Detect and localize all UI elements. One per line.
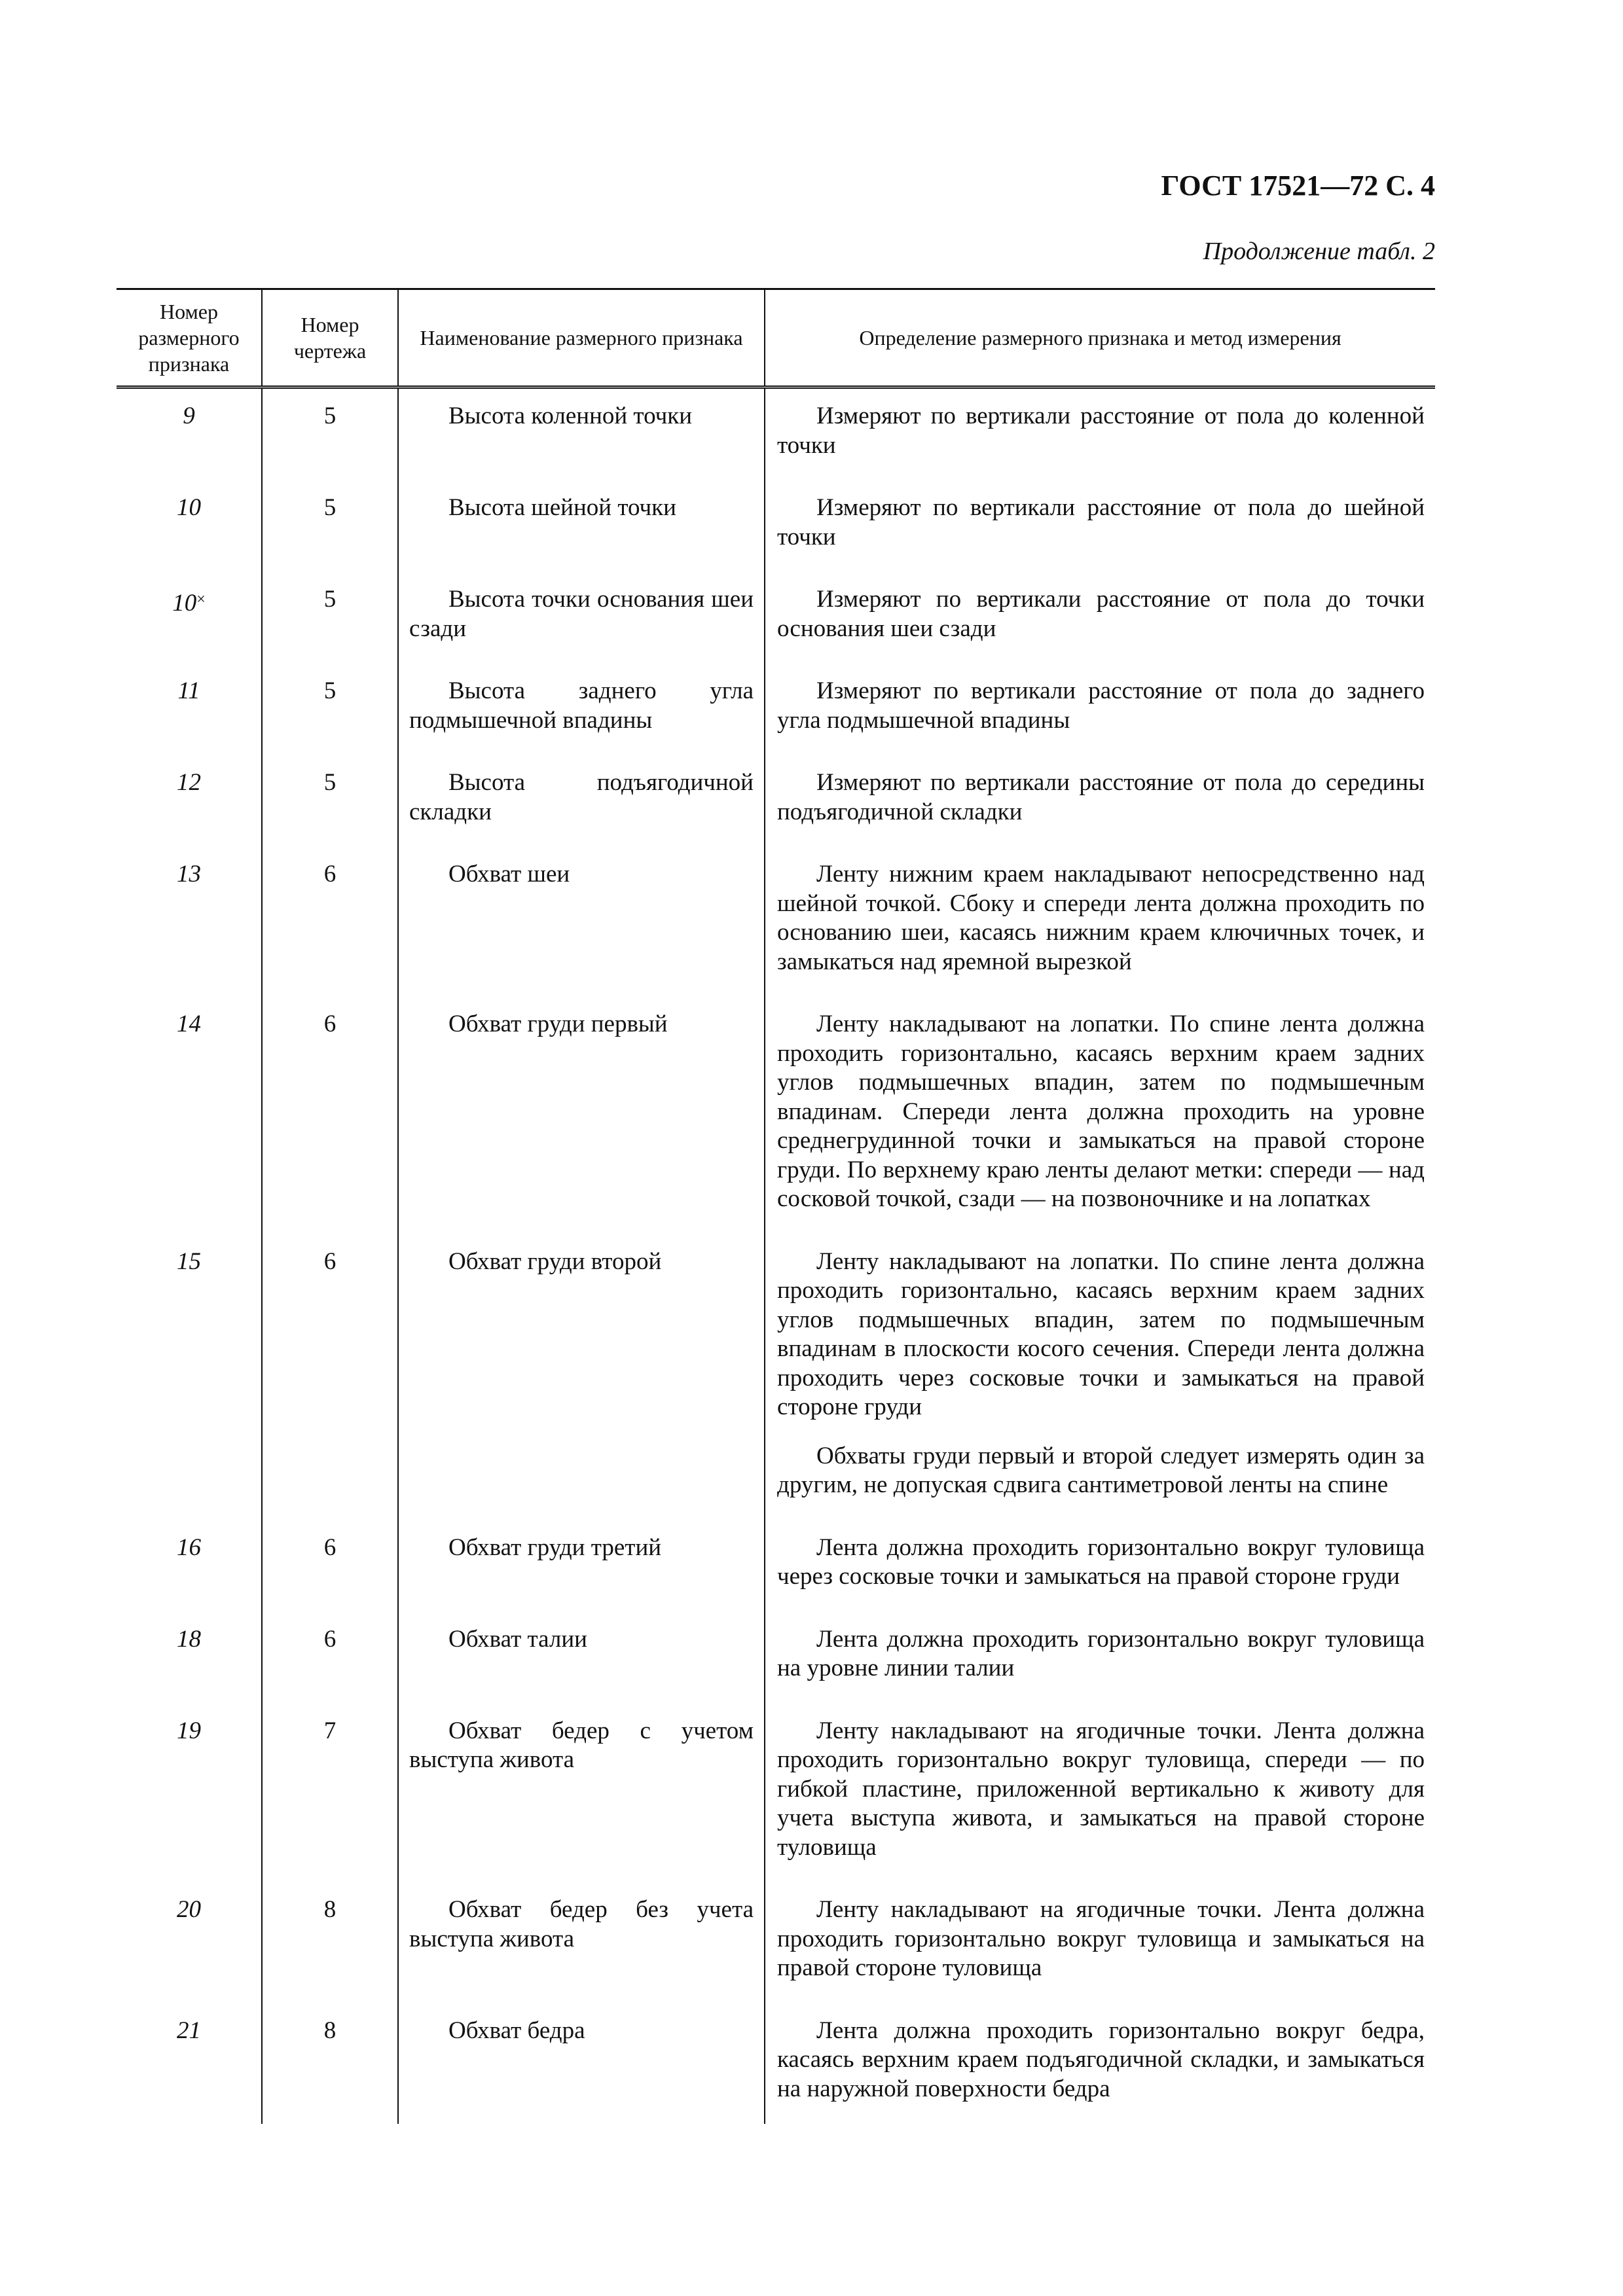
feature-number: 20: [177, 1896, 201, 1923]
measurement-definition: [765, 387, 1435, 481]
feature-name: Высота подъягодичной складки: [398, 755, 765, 847]
drawing-number: 6: [262, 1234, 398, 1520]
column-header-definition: Определение размерного признака и метод измерения: [765, 289, 1435, 387]
definition-paragraph: Ленту накладывают на лопатки. По спине лента должна проходить горизонтально, касаясь верхним краем задних углов подмышечных впадин, затем по подмышечным впадинам. Спереди лента должна проходить на уровне среднегрудинной точки и замыкаться на правой стороне груди. По верхнему краю ленты делают метки: спереди — над сосковой точкой, сзади — на позвоночнике и на лопатках: [777, 1011, 1425, 1212]
drawing-number: 5: [262, 664, 398, 755]
feature-number: 10: [177, 494, 201, 521]
drawing-number: 8: [262, 1882, 398, 2003]
column-header-feature-number: Номер размерного признака: [117, 289, 262, 387]
table-row: [117, 664, 1435, 755]
feature-number-cell: [117, 664, 262, 755]
measurement-definition: [765, 664, 1435, 755]
feature-name: Обхват талии: [398, 1612, 765, 1704]
document-code: ГОСТ 17521—72 С. 4: [1161, 170, 1435, 202]
table-row: [117, 387, 1435, 481]
drawing-number: 6: [262, 1520, 398, 1612]
measurement-definition: [765, 1704, 1435, 1883]
feature-number-cell: [117, 2003, 262, 2125]
measurement-definition: [765, 1234, 1435, 1520]
table-row: [117, 2003, 1435, 2125]
feature-number-cell: [117, 997, 262, 1234]
measurement-definition: [765, 1882, 1435, 2003]
definition-paragraph: Измеряют по вертикали расстояние от пола до середины подъягодичной складки: [777, 769, 1425, 825]
table-row: [117, 1234, 1435, 1520]
definition-paragraph: Измеряют по вертикали расстояние от пола до заднего угла подмышечной впадины: [777, 677, 1425, 734]
measurement-definition: [765, 997, 1435, 1234]
feature-name: Обхват груди второй: [398, 1234, 765, 1520]
definition-paragraph: Ленту накладывают на ягодичные точки. Лента должна проходить горизонтально вокруг туловища и замыкаться на правой стороне туловища: [777, 1896, 1425, 1981]
drawing-number: 5: [262, 387, 398, 481]
feature-number: 19: [177, 1717, 201, 1744]
feature-number-mark: ×: [196, 591, 206, 608]
measurement-definition: [765, 755, 1435, 847]
column-header-feature-name: Наименование размерного признака: [398, 289, 765, 387]
feature-number: 15: [177, 1247, 201, 1275]
definition-paragraph: Лента должна проходить горизонтально вокруг бедра, касаясь верхним краем подъягодичной складки, и замыкаться на наружной поверхности бедра: [777, 2017, 1425, 2102]
measurement-definition: [765, 2003, 1435, 2125]
feature-number: 11: [177, 677, 200, 704]
table-row: [117, 1612, 1435, 1704]
drawing-number: 7: [262, 1704, 398, 1883]
drawing-number: 8: [262, 2003, 398, 2125]
feature-number: 9: [183, 403, 195, 429]
table-row: [117, 1882, 1435, 2003]
feature-name: Обхват бедер с учетом выступа живота: [398, 1704, 765, 1883]
definition-paragraph: Измеряют по вертикали расстояние от пола до шейной точки: [777, 494, 1425, 550]
table-row: [117, 1704, 1435, 1883]
measurement-definition: [765, 1612, 1435, 1704]
table-continuation-label: Продолжение табл. 2: [1203, 238, 1435, 265]
feature-name: Высота шейной точки: [398, 480, 765, 572]
drawing-number: 5: [262, 755, 398, 847]
table-row: [117, 997, 1435, 1234]
measurement-definition: [765, 847, 1435, 997]
drawing-number: 5: [262, 572, 398, 664]
column-header-drawing-number: Номер чертежа: [262, 289, 398, 387]
table-row: [117, 572, 1435, 664]
feature-number-cell: [117, 1520, 262, 1612]
definition-paragraph: Лента должна проходить горизонтально вокруг туловища через сосковые точки и замыкаться на правой стороне груди: [777, 1534, 1425, 1590]
feature-name: Высота заднего угла подмышечной впадины: [398, 664, 765, 755]
feature-number-cell: [117, 1882, 262, 2003]
definition-paragraph: Ленту нижним краем накладывают непосредственно над шейной точкой. Сбоку и спереди лента должна проходить по основанию шеи, касаясь нижним краем ключичных точек, и замыкаться над яремной вырезкой: [777, 861, 1425, 975]
definition-paragraph: Измеряют по вертикали расстояние от пола до коленной точки: [777, 403, 1425, 459]
feature-number: 21: [177, 2017, 201, 2044]
definition-paragraph: Измеряют по вертикали расстояние от пола до точки основания шеи сзади: [777, 586, 1425, 642]
feature-number-cell: [117, 387, 262, 481]
definition-paragraph: Ленту накладывают на лопатки. По спине лента должна проходить горизонтально, касаясь верхним краем задних углов подмышечных впадин, затем по подмышечным впадинам в плоскости косого сечения. Спереди лента должна проходить через сосковые точки и замыкаться на правой стороне груди: [777, 1247, 1425, 1420]
measurements-table: [117, 288, 1435, 2124]
feature-number-cell: [117, 755, 262, 847]
feature-number: 14: [177, 1011, 201, 1037]
feature-number: 10: [172, 590, 197, 617]
drawing-number: 6: [262, 847, 398, 997]
feature-number-cell: [117, 480, 262, 572]
feature-name: Высота точки основания шеи сзади: [398, 572, 765, 664]
definition-paragraph: Обхваты груди первый и второй следует измерять один за другим, не допуская сдвига сантиметровой ленты на спине: [777, 1442, 1425, 1498]
feature-number: 12: [177, 769, 201, 796]
feature-name: Обхват бедра: [398, 2003, 765, 2125]
feature-name: Обхват бедер без учета выступа живота: [398, 1882, 765, 2003]
feature-name: Обхват груди третий: [398, 1520, 765, 1612]
table-row: [117, 1520, 1435, 1612]
measurement-definition: [765, 480, 1435, 572]
measurement-definition: [765, 1520, 1435, 1612]
feature-number-cell: [117, 847, 262, 997]
feature-number-cell: [117, 1612, 262, 1704]
drawing-number: 5: [262, 480, 398, 572]
feature-number: 18: [177, 1625, 201, 1653]
table-row: [117, 480, 1435, 572]
definition-paragraph: Ленту накладывают на ягодичные точки. Лента должна проходить горизонтально вокруг туловища, спереди — по гибкой пластине, приложенной вертикально к животу для учета выступа живота, и замыкаться на правой стороне туловища: [777, 1717, 1425, 1861]
drawing-number: 6: [262, 997, 398, 1234]
table-row: [117, 847, 1435, 997]
feature-number-cell: [117, 1234, 262, 1520]
feature-number: 16: [177, 1534, 201, 1561]
feature-name: Обхват шеи: [398, 847, 765, 997]
drawing-number: 6: [262, 1612, 398, 1704]
table-row: [117, 755, 1435, 847]
feature-number-cell: [117, 572, 262, 664]
feature-name: Высота коленной точки: [398, 387, 765, 481]
feature-name: Обхват груди первый: [398, 997, 765, 1234]
feature-number: 13: [177, 861, 201, 888]
feature-number-cell: [117, 1704, 262, 1883]
measurement-definition: [765, 572, 1435, 664]
definition-paragraph: Лента должна проходить горизонтально вокруг туловища на уровне линии талии: [777, 1625, 1425, 1681]
table-header-row: [117, 289, 1435, 387]
